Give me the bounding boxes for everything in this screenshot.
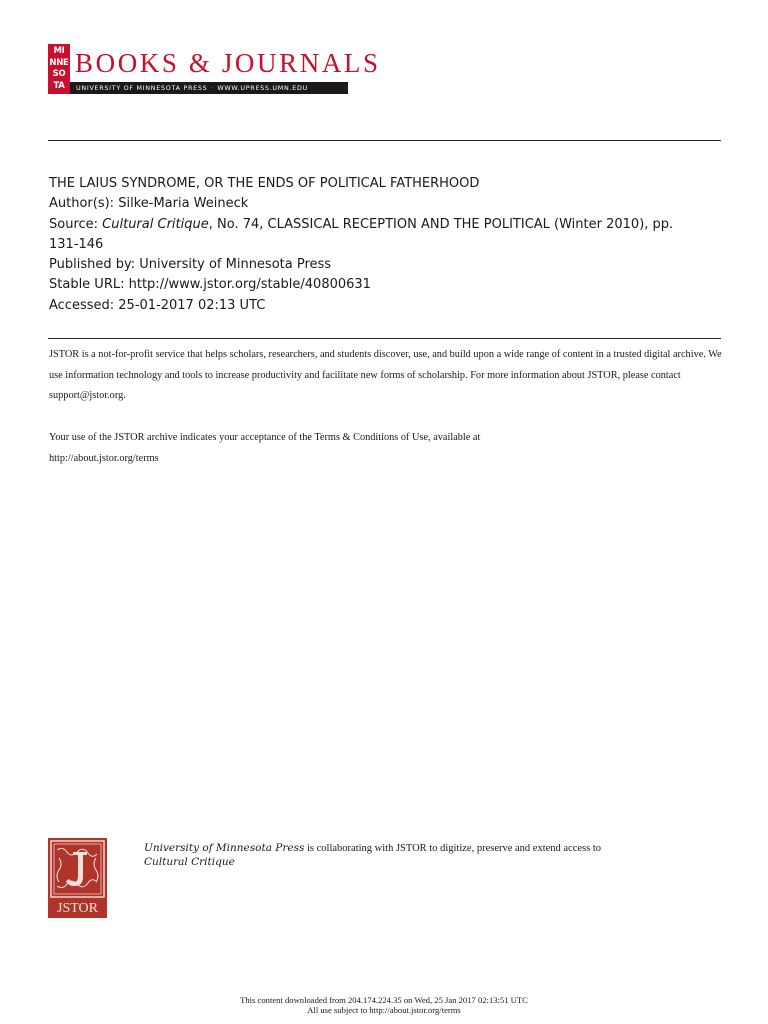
stable-url-label: Stable URL:: [49, 277, 125, 293]
umn-logo-letters-3: SO: [52, 69, 66, 79]
collaboration-text: is collaborating with JSTOR to digitize, preserve and extend access to: [304, 843, 602, 854]
collaboration-statement: [144, 842, 724, 869]
article-stable-url: [49, 275, 729, 295]
banner-strip: [70, 82, 348, 94]
article-authors: [49, 194, 729, 214]
banner-strip-press: UNIVERSITY OF MINNESOTA PRESS: [76, 84, 208, 92]
authors-value: Silke-Maria Weineck: [118, 196, 249, 212]
article-source: [49, 215, 689, 256]
article-accessed: [49, 296, 729, 316]
publisher-banner: [48, 44, 381, 94]
banner-strip-url: WWW.UPRESS.UMN.EDU: [217, 84, 308, 92]
umn-logo-block: [48, 44, 70, 94]
accessed-label: Accessed:: [49, 297, 115, 313]
jstor-wordmark: JSTOR: [57, 901, 98, 916]
article-title: THE LAIUS SYNDROME, OR THE ENDS OF POLITICAL FATHERHOOD: [49, 176, 480, 191]
source-details: , No. 74, CLASSICAL RECEPTION AND THE POLITICAL (Winter 2010), pp. 131-146: [49, 216, 674, 252]
jstor-logo: [48, 838, 107, 918]
collaboration-journal: Cultural Critique: [144, 855, 235, 868]
publisher-value: University of Minnesota Press: [139, 257, 332, 273]
publisher-label: Published by:: [49, 257, 136, 273]
jstor-logo-icon: [48, 838, 107, 918]
authors-label: Author(s):: [49, 196, 115, 212]
bottom-divider: [48, 338, 721, 339]
top-divider: [48, 140, 721, 141]
footer-terms: All use subject to http://about.jstor.org/terms: [307, 1005, 461, 1015]
umn-logo-letters-2: NNE: [49, 57, 69, 68]
umn-logo-letters-1: MI: [53, 46, 65, 56]
terms-notice: [49, 428, 729, 469]
stable-url-link[interactable]: http://www.jstor.org/stable/40800631: [128, 277, 371, 293]
collaboration-press: University of Minnesota Press: [144, 842, 305, 854]
terms-notice-text: Your use of the JSTOR archive indicates your acceptance of the Terms & Conditions of Use, available at: [49, 432, 481, 443]
footer-download-info: This content downloaded from 204.174.224.35 on Wed, 25 Jan 2017 02:13:51 UTC: [240, 995, 528, 1005]
jstor-notice: JSTOR is a not-for-profit service that helps scholars, researchers, and students discover, use, and build upon a wide range of content in a trusted digital archive. We use information technology and tools to increase productivity and facilitate new forms of scholarship. For more information about JSTOR, please contact support@jstor.org.: [49, 349, 722, 401]
collaboration-line: [144, 842, 724, 856]
accessed-value: 25-01-2017 02:13 UTC: [118, 297, 266, 313]
banner-strip-dot: •: [210, 84, 215, 92]
article-publisher: [49, 255, 729, 275]
umn-logo-letters-4: TA: [53, 80, 65, 91]
terms-link[interactable]: http://about.jstor.org/terms: [49, 452, 159, 464]
download-footer: [0, 995, 768, 1015]
source-journal: Cultural Critique: [102, 216, 209, 232]
article-metadata: [49, 174, 729, 316]
banner-title: BOOKS & JOURNALS: [75, 48, 381, 78]
source-label: Source:: [49, 216, 99, 232]
